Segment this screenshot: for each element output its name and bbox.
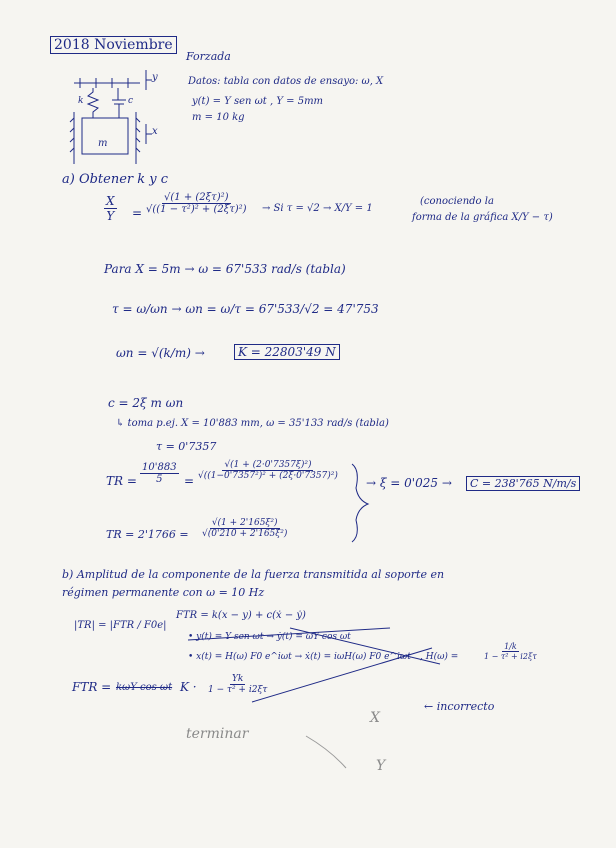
c-result: C = 238'765 N/m/s — [466, 476, 580, 491]
tr2-num: √(1 + 2'165ξ²) — [211, 518, 278, 528]
ratio-den: Y — [106, 209, 115, 223]
tr-num-2: √(1 + (2·0'7357ξ)²) — [224, 460, 312, 470]
tr-val-num: 10'883 — [142, 462, 177, 473]
part-b-heading-2: régimen permanente con ω = 10 Hz — [62, 586, 265, 599]
datos-line1: Datos: tabla con datos de ensayo: ω, X — [188, 76, 384, 87]
toma-line: ↳ toma p.ej. X = 10'883 mm, ω = 35'133 rad/s (tabla) — [116, 418, 389, 429]
tr-val-den: 5 — [156, 474, 163, 485]
equals: = — [132, 206, 143, 220]
tr-left: TR = — [106, 474, 137, 488]
subtitle: Forzada — [186, 50, 231, 63]
tr2-den: √(0'210 + 2'165ξ²) — [202, 529, 288, 539]
c-line: c = 2ξ m ωn — [108, 396, 184, 410]
x-pencil-mark: X — [370, 710, 380, 726]
equals-2: = — [184, 474, 195, 488]
si-tau: → Si τ = √2 → X/Y = 1 — [262, 203, 373, 214]
label-x: x — [152, 126, 158, 137]
tau2: τ = 0'7357 — [156, 440, 217, 453]
incorrecto-note: ← incorrecto — [424, 700, 495, 713]
ftr-equation: FTR = k(x − y) + c(ẋ − ẏ) — [176, 610, 306, 621]
k-result: K = 22803'49 N — [234, 344, 340, 360]
datos-line2: y(t) = Y sen ωt , Y = 5mm — [192, 96, 324, 107]
hw-num: 1/k — [504, 642, 517, 651]
datos-line3: m = 10 kg — [192, 112, 245, 123]
xi-result: → ξ = 0'025 → — [366, 476, 452, 490]
label-k: k — [78, 96, 84, 106]
ftr2-num: Yk — [231, 674, 244, 684]
yt-line: • y(t) = Y sen ωt → ẏ(t) = ωY cos ωt — [188, 632, 351, 642]
label-y: y — [152, 72, 158, 83]
tr2-left: TR = 2'1766 = — [106, 528, 189, 541]
wn-line: ωn = √(k/m) → — [116, 346, 205, 360]
label-c: c — [128, 96, 134, 106]
ftr2-den: 1 − τ² + i2ξτ — [208, 685, 268, 695]
part-a-heading: a) Obtener k y c — [62, 172, 169, 187]
ftr2-k: K · — [180, 680, 197, 694]
tau-line: τ = ω/ωn → ωn = ω/τ = 67'533/√2 = 47'753 — [112, 302, 379, 316]
tr-box: |TR| = |FTR / F0e| — [74, 620, 167, 631]
conociendo-2: forma de la gráfica X/Y − τ) — [412, 212, 553, 223]
terminar-note: terminar — [186, 726, 249, 742]
date-box: 2018 Noviembre — [50, 36, 177, 54]
para-line: Para X = 5m → ω = 67'533 rad/s (tabla) — [104, 262, 346, 276]
part-b-heading: b) Amplitud de la componente de la fuerza transmitida al soporte en — [62, 568, 445, 581]
hw-label: , H(ω) = — [420, 652, 459, 662]
y-pencil-mark: Y — [376, 758, 386, 774]
xt-line: • x(t) = H(ω) F0 e^iωt → ẋ(t) = iωH(ω) F0 e^iωt — [188, 652, 411, 662]
tr-den: √((1 − τ²)² + (2ξτ)²) — [146, 204, 247, 215]
hw-den: 1 − τ² + i2ξτ — [484, 652, 537, 661]
ratio-num: X — [106, 194, 115, 208]
tr-num: √(1 + (2ξτ)²) — [164, 192, 229, 203]
label-m: m — [98, 138, 108, 149]
ftr2-label: FTR = — [72, 680, 112, 694]
conociendo-1: (conociendo la — [420, 196, 494, 207]
tr-den-2: √((1−0'7357²)² + (2ξ·0'7357)²) — [198, 471, 338, 481]
ftr2-struck: kωY cos ωt — [116, 682, 173, 693]
